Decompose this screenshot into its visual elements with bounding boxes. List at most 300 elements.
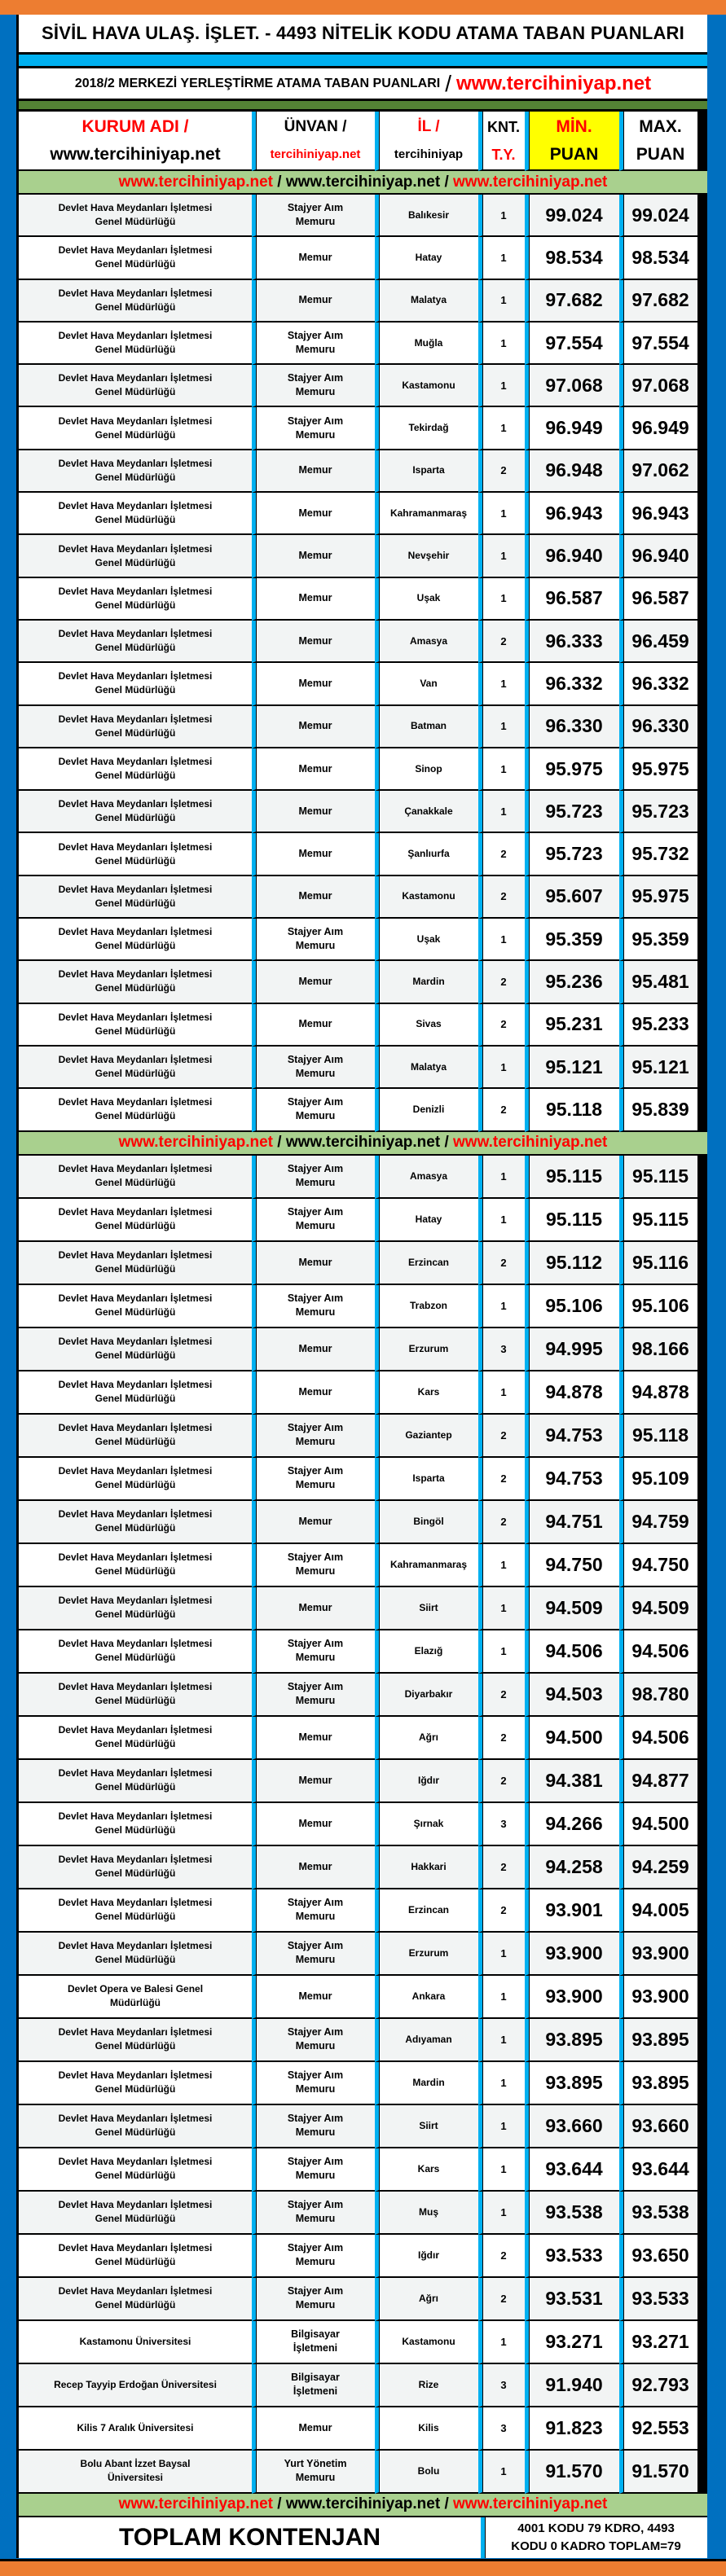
- il-cell: Siirt: [375, 2105, 478, 2148]
- unvan-cell: Stajyer Aım Memuru: [252, 2105, 375, 2148]
- il-cell: Kahramanmaraş: [375, 1544, 478, 1587]
- link-1[interactable]: www.tercihiniyap.net: [118, 1134, 273, 1152]
- knt-cell: 1: [478, 1047, 525, 1089]
- link-3[interactable]: www.tercihiniyap.net: [453, 173, 608, 191]
- unvan-cell: Stajyer Aım Memuru: [252, 2148, 375, 2192]
- max-puan-cell: 91.570: [619, 2451, 697, 2494]
- table-row: [19, 1328, 707, 1371]
- table-header: [19, 112, 707, 171]
- min-puan-cell: 94.509: [525, 1587, 619, 1630]
- kurum-cell: Devlet Hava Meydanları İşletmesi Genel Müdürlüğü: [19, 791, 252, 833]
- max-puan-cell: 94.750: [619, 1544, 697, 1587]
- knt-cell: 1: [478, 791, 525, 833]
- unvan-cell: Stajyer Aım Memuru: [252, 2235, 375, 2278]
- unvan-cell: Memur: [252, 493, 375, 535]
- min-puan-cell: 97.068: [525, 365, 619, 407]
- unvan-cell: Stajyer Aım Memuru: [252, 1285, 375, 1328]
- unvan-cell: Stajyer Aım Memuru: [252, 2062, 375, 2105]
- kurum-cell: Devlet Hava Meydanları İşletmesi Genel Müdürlüğü: [19, 1544, 252, 1587]
- knt-cell: 2: [478, 621, 525, 663]
- knt-cell: 1: [478, 1156, 525, 1199]
- kurum-cell: Devlet Hava Meydanları İşletmesi Genel Müdürlüğü: [19, 2062, 252, 2105]
- knt-cell: 2: [478, 1458, 525, 1501]
- knt-cell: 2: [478, 876, 525, 919]
- table-row: [19, 1587, 707, 1630]
- kurum-cell: Devlet Hava Meydanları İşletmesi Genel Müdürlüğü: [19, 1415, 252, 1458]
- subtitle: [19, 68, 707, 101]
- max-puan-cell: 95.106: [619, 1285, 697, 1328]
- table-row: [19, 919, 707, 961]
- il-cell: Kars: [375, 1371, 478, 1415]
- table-row: [19, 1004, 707, 1047]
- link-2[interactable]: www.tercihiniyap.net: [285, 2495, 441, 2513]
- kurum-cell: Devlet Hava Meydanları İşletmesi Genel Müdürlüğü: [19, 2235, 252, 2278]
- il-cell: Uşak: [375, 919, 478, 961]
- max-puan-cell: 93.538: [619, 2192, 697, 2235]
- il-cell: Malatya: [375, 280, 478, 323]
- knt-cell: 1: [478, 1199, 525, 1242]
- min-puan-cell: 93.901: [525, 1889, 619, 1933]
- table-row: [19, 1458, 707, 1501]
- knt-cell: 1: [478, 2148, 525, 2192]
- bottom-orange-band: [0, 2559, 726, 2576]
- table-row: [19, 706, 707, 748]
- unvan-cell: Stajyer Aım Memuru: [252, 195, 375, 237]
- table-row: [19, 1630, 707, 1674]
- table-row: [19, 2278, 707, 2321]
- max-puan-cell: 93.900: [619, 1976, 697, 2019]
- unvan-cell: Stajyer Aım Memuru: [252, 1156, 375, 1199]
- max-puan-cell: 94.500: [619, 1803, 697, 1846]
- min-puan-cell: 95.723: [525, 791, 619, 833]
- table-section-1: [19, 195, 707, 1132]
- knt-cell: 1: [478, 2019, 525, 2062]
- min-puan-cell: 96.940: [525, 535, 619, 577]
- unvan-cell: Memur: [252, 1803, 375, 1846]
- knt-cell: 2: [478, 1717, 525, 1760]
- unvan-cell: Stajyer Aım Memuru: [252, 407, 375, 450]
- min-puan-cell: 96.948: [525, 450, 619, 493]
- il-cell: Erzurum: [375, 1933, 478, 1976]
- table-row: [19, 2407, 707, 2451]
- min-puan-cell: 91.940: [525, 2364, 619, 2407]
- min-puan-cell: 94.506: [525, 1630, 619, 1674]
- header-kurum: KURUM ADI / www.tercihiniyap.net: [19, 112, 252, 171]
- kurum-cell: Devlet Hava Meydanları İşletmesi Genel Müdürlüğü: [19, 195, 252, 237]
- link-banner-bottom: www.tercihiniyap.net / www.tercihiniyap.net / www.tercihiniyap.net: [19, 2494, 707, 2517]
- table-row: [19, 450, 707, 493]
- min-puan-cell: 94.751: [525, 1501, 619, 1544]
- il-cell: Trabzon: [375, 1285, 478, 1328]
- page-title: SİVİL HAVA ULAŞ. İŞLET. - 4493 NİTELİK KODU ATAMA TABAN PUANLARI: [19, 15, 707, 55]
- max-puan-cell: 94.877: [619, 1760, 697, 1803]
- link-banner-middle: www.tercihiniyap.net / www.tercihiniyap.net / www.tercihiniyap.net: [19, 1132, 707, 1156]
- il-cell: Gaziantep: [375, 1415, 478, 1458]
- unvan-cell: Memur: [252, 1976, 375, 2019]
- max-puan-cell: 95.481: [619, 961, 697, 1003]
- max-puan-cell: 95.115: [619, 1199, 697, 1242]
- il-cell: Mardin: [375, 961, 478, 1003]
- il-cell: Batman: [375, 706, 478, 748]
- min-puan-cell: 94.503: [525, 1674, 619, 1717]
- knt-cell: 2: [478, 1089, 525, 1131]
- max-puan-cell: 92.553: [619, 2407, 697, 2451]
- kurum-cell: Devlet Hava Meydanları İşletmesi Genel Müdürlüğü: [19, 621, 252, 663]
- knt-cell: 3: [478, 1328, 525, 1371]
- min-puan-cell: 95.115: [525, 1156, 619, 1199]
- min-puan-cell: 96.330: [525, 706, 619, 748]
- table-row: [19, 1889, 707, 1933]
- max-puan-cell: 93.533: [619, 2278, 697, 2321]
- kurum-cell: Devlet Hava Meydanları İşletmesi Genel Müdürlüğü: [19, 1717, 252, 1760]
- unvan-cell: Bilgisayar İşletmeni: [252, 2364, 375, 2407]
- table-row: [19, 1371, 707, 1415]
- table-row: [19, 876, 707, 919]
- score-sheet: [16, 15, 707, 2558]
- min-puan-cell: 99.024: [525, 195, 619, 237]
- kurum-cell: Bolu Abant İzzet Baysal Üniversitesi: [19, 2451, 252, 2494]
- kurum-cell: Devlet Hava Meydanları İşletmesi Genel Müdürlüğü: [19, 1089, 252, 1131]
- max-puan-cell: 96.943: [619, 493, 697, 535]
- knt-cell: 1: [478, 195, 525, 237]
- kurum-cell: Devlet Hava Meydanları İşletmesi Genel Müdürlüğü: [19, 2278, 252, 2321]
- max-puan-cell: 95.732: [619, 833, 697, 875]
- kurum-cell: Devlet Hava Meydanları İşletmesi Genel Müdürlüğü: [19, 2019, 252, 2062]
- min-puan-cell: 93.895: [525, 2019, 619, 2062]
- knt-cell: 1: [478, 1630, 525, 1674]
- unvan-cell: Stajyer Aım Memuru: [252, 1544, 375, 1587]
- link-2[interactable]: www.tercihiniyap.net: [285, 1134, 441, 1152]
- link-1[interactable]: www.tercihiniyap.net: [118, 173, 273, 191]
- min-puan-cell: 94.750: [525, 1544, 619, 1587]
- max-puan-cell: 98.534: [619, 237, 697, 279]
- knt-cell: 1: [478, 2192, 525, 2235]
- table-row: [19, 1846, 707, 1889]
- unvan-cell: Stajyer Aım Memuru: [252, 1933, 375, 1976]
- unvan-cell: Stajyer Aım Memuru: [252, 323, 375, 365]
- kurum-cell: Kastamonu Üniversitesi: [19, 2321, 252, 2364]
- min-puan-cell: 97.682: [525, 280, 619, 323]
- max-puan-cell: 94.878: [619, 1371, 697, 1415]
- header-il: İL / tercihiniyap: [375, 112, 478, 171]
- il-cell: Amasya: [375, 621, 478, 663]
- link-2[interactable]: www.tercihiniyap.net: [285, 173, 441, 191]
- header-unvan: ÜNVAN / tercihiniyap.net: [252, 112, 375, 171]
- table-row: [19, 2364, 707, 2407]
- max-puan-cell: 94.509: [619, 1587, 697, 1630]
- knt-cell: 1: [478, 1285, 525, 1328]
- min-puan-cell: 95.106: [525, 1285, 619, 1328]
- unvan-cell: Memur: [252, 1371, 375, 1415]
- il-cell: Iğdır: [375, 2235, 478, 2278]
- min-puan-cell: 91.823: [525, 2407, 619, 2451]
- il-cell: Rize: [375, 2364, 478, 2407]
- unvan-cell: Memur: [252, 621, 375, 663]
- max-puan-cell: 94.506: [619, 1717, 697, 1760]
- max-puan-cell: 95.118: [619, 1415, 697, 1458]
- table-row: [19, 535, 707, 577]
- knt-cell: 1: [478, 578, 525, 621]
- max-puan-cell: 95.975: [619, 748, 697, 791]
- max-puan-cell: 97.682: [619, 280, 697, 323]
- unvan-cell: Stajyer Aım Memuru: [252, 1630, 375, 1674]
- min-puan-cell: 93.895: [525, 2062, 619, 2105]
- unvan-cell: Memur: [252, 1760, 375, 1803]
- table-row: [19, 195, 707, 237]
- knt-cell: 1: [478, 323, 525, 365]
- table-row: [19, 1976, 707, 2019]
- knt-cell: 2: [478, 833, 525, 875]
- table-row: [19, 1674, 707, 1717]
- il-cell: Çanakkale: [375, 791, 478, 833]
- max-puan-cell: 97.068: [619, 365, 697, 407]
- il-cell: Kahramanmaraş: [375, 493, 478, 535]
- kurum-cell: Devlet Hava Meydanları İşletmesi Genel Müdürlüğü: [19, 663, 252, 705]
- min-puan-cell: 94.381: [525, 1760, 619, 1803]
- knt-cell: 3: [478, 1803, 525, 1846]
- knt-cell: 1: [478, 407, 525, 450]
- kurum-cell: Devlet Hava Meydanları İşletmesi Genel Müdürlüğü: [19, 1371, 252, 1415]
- table-row: [19, 961, 707, 1003]
- min-puan-cell: 94.266: [525, 1803, 619, 1846]
- kurum-cell: Devlet Hava Meydanları İşletmesi Genel Müdürlüğü: [19, 1587, 252, 1630]
- min-puan-cell: 94.878: [525, 1371, 619, 1415]
- knt-cell: 2: [478, 450, 525, 493]
- min-puan-cell: 93.533: [525, 2235, 619, 2278]
- table-row: [19, 365, 707, 407]
- knt-cell: 2: [478, 1004, 525, 1047]
- max-puan-cell: 97.062: [619, 450, 697, 493]
- unvan-cell: Stajyer Aım Memuru: [252, 1458, 375, 1501]
- knt-cell: 2: [478, 1674, 525, 1717]
- max-puan-cell: 92.793: [619, 2364, 697, 2407]
- kurum-cell: Devlet Hava Meydanları İşletmesi Genel Müdürlüğü: [19, 1199, 252, 1242]
- unvan-cell: Memur: [252, 535, 375, 577]
- il-cell: Erzurum: [375, 1328, 478, 1371]
- unvan-cell: Memur: [252, 663, 375, 705]
- knt-cell: 2: [478, 1846, 525, 1889]
- kurum-cell: Devlet Hava Meydanları İşletmesi Genel Müdürlüğü: [19, 1156, 252, 1199]
- max-puan-cell: 93.900: [619, 1933, 697, 1976]
- table-row: [19, 2105, 707, 2148]
- il-cell: Iğdır: [375, 1760, 478, 1803]
- min-puan-cell: 96.587: [525, 578, 619, 621]
- unvan-cell: Memur: [252, 748, 375, 791]
- knt-cell: 1: [478, 2062, 525, 2105]
- header-min-puan: MİN. PUAN: [525, 112, 619, 171]
- il-cell: Hatay: [375, 1199, 478, 1242]
- knt-cell: 1: [478, 2321, 525, 2364]
- kurum-cell: Devlet Hava Meydanları İşletmesi Genel Müdürlüğü: [19, 876, 252, 919]
- il-cell: Kastamonu: [375, 2321, 478, 2364]
- table-row: [19, 748, 707, 791]
- max-puan-cell: 93.660: [619, 2105, 697, 2148]
- unvan-cell: Yurt Yönetim Memuru: [252, 2451, 375, 2494]
- il-cell: Denizli: [375, 1089, 478, 1131]
- table-row: [19, 2235, 707, 2278]
- knt-cell: 2: [478, 2278, 525, 2321]
- knt-cell: 2: [478, 1889, 525, 1933]
- kurum-cell: Devlet Hava Meydanları İşletmesi Genel Müdürlüğü: [19, 1328, 252, 1371]
- unvan-cell: Memur: [252, 280, 375, 323]
- il-cell: Elazığ: [375, 1630, 478, 1674]
- max-puan-cell: 94.259: [619, 1846, 697, 1889]
- il-cell: Amasya: [375, 1156, 478, 1199]
- min-puan-cell: 95.607: [525, 876, 619, 919]
- min-puan-cell: 96.949: [525, 407, 619, 450]
- kurum-cell: Devlet Hava Meydanları İşletmesi Genel Müdürlüğü: [19, 1242, 252, 1285]
- unvan-cell: Memur: [252, 706, 375, 748]
- kurum-cell: Devlet Hava Meydanları İşletmesi Genel Müdürlüğü: [19, 1846, 252, 1889]
- unvan-cell: Memur: [252, 1846, 375, 1889]
- max-puan-cell: 98.780: [619, 1674, 697, 1717]
- il-cell: Kars: [375, 2148, 478, 2192]
- table-row: [19, 2019, 707, 2062]
- table-row: [19, 1933, 707, 1976]
- unvan-cell: Stajyer Aım Memuru: [252, 365, 375, 407]
- unvan-cell: Memur: [252, 791, 375, 833]
- total-note: 4001 KODU 79 KDRO, 4493 KODU 0 KADRO TOPLAM=79: [481, 2517, 707, 2558]
- table-row: [19, 1047, 707, 1089]
- min-puan-cell: 95.118: [525, 1089, 619, 1131]
- il-cell: Van: [375, 663, 478, 705]
- kurum-cell: Devlet Hava Meydanları İşletmesi Genel Müdürlüğü: [19, 2105, 252, 2148]
- max-puan-cell: 93.895: [619, 2019, 697, 2062]
- min-puan-cell: 94.995: [525, 1328, 619, 1371]
- knt-cell: 1: [478, 706, 525, 748]
- max-puan-cell: 95.109: [619, 1458, 697, 1501]
- knt-cell: 1: [478, 280, 525, 323]
- min-puan-cell: 95.359: [525, 919, 619, 961]
- table-row: [19, 407, 707, 450]
- il-cell: Şırnak: [375, 1803, 478, 1846]
- table-row: [19, 2192, 707, 2235]
- max-puan-cell: 94.005: [619, 1889, 697, 1933]
- knt-cell: 1: [478, 2105, 525, 2148]
- table-section-2: [19, 1156, 707, 2494]
- table-row: [19, 1285, 707, 1328]
- unvan-cell: Memur: [252, 1328, 375, 1371]
- kurum-cell: Devlet Hava Meydanları İşletmesi Genel Müdürlüğü: [19, 1004, 252, 1047]
- il-cell: Nevşehir: [375, 535, 478, 577]
- min-puan-cell: 94.753: [525, 1458, 619, 1501]
- subtitle-site-link[interactable]: www.tercihiniyap.net: [455, 72, 652, 94]
- knt-cell: 1: [478, 663, 525, 705]
- max-puan-cell: 96.332: [619, 663, 697, 705]
- table-row: [19, 1415, 707, 1458]
- max-puan-cell: 95.839: [619, 1089, 697, 1131]
- il-cell: Malatya: [375, 1047, 478, 1089]
- table-row: [19, 280, 707, 323]
- table-row: [19, 493, 707, 535]
- kurum-cell: Devlet Hava Meydanları İşletmesi Genel Müdürlüğü: [19, 706, 252, 748]
- unvan-cell: Bilgisayar İşletmeni: [252, 2321, 375, 2364]
- knt-cell: 1: [478, 2451, 525, 2494]
- max-puan-cell: 95.233: [619, 1004, 697, 1047]
- il-cell: Erzincan: [375, 1889, 478, 1933]
- unvan-cell: Memur: [252, 833, 375, 875]
- kurum-cell: Devlet Hava Meydanları İşletmesi Genel Müdürlüğü: [19, 2192, 252, 2235]
- il-cell: Balıkesir: [375, 195, 478, 237]
- table-row: [19, 2451, 707, 2494]
- min-puan-cell: 93.660: [525, 2105, 619, 2148]
- kurum-cell: Devlet Hava Meydanları İşletmesi Genel Müdürlüğü: [19, 237, 252, 279]
- max-puan-cell: 95.115: [619, 1156, 697, 1199]
- il-cell: Kastamonu: [375, 876, 478, 919]
- unvan-cell: Memur: [252, 578, 375, 621]
- min-puan-cell: 93.644: [525, 2148, 619, 2192]
- max-puan-cell: 98.166: [619, 1328, 697, 1371]
- unvan-cell: Stajyer Aım Memuru: [252, 1889, 375, 1933]
- table-row: [19, 2148, 707, 2192]
- min-puan-cell: 96.333: [525, 621, 619, 663]
- header-knt: KNT. T.Y.: [478, 112, 525, 171]
- table-row: [19, 791, 707, 833]
- knt-cell: 2: [478, 2235, 525, 2278]
- table-row: [19, 323, 707, 365]
- kurum-cell: Devlet Hava Meydanları İşletmesi Genel Müdürlüğü: [19, 493, 252, 535]
- knt-cell: 1: [478, 1544, 525, 1587]
- max-puan-cell: 96.587: [619, 578, 697, 621]
- kurum-cell: Devlet Hava Meydanları İşletmesi Genel Müdürlüğü: [19, 1630, 252, 1674]
- min-puan-cell: 98.534: [525, 237, 619, 279]
- il-cell: Sivas: [375, 1004, 478, 1047]
- knt-cell: 3: [478, 2364, 525, 2407]
- table-row: [19, 237, 707, 279]
- kurum-cell: Devlet Hava Meydanları İşletmesi Genel Müdürlüğü: [19, 748, 252, 791]
- knt-cell: 2: [478, 1760, 525, 1803]
- table-row: [19, 1544, 707, 1587]
- knt-cell: 2: [478, 1501, 525, 1544]
- knt-cell: 1: [478, 1933, 525, 1976]
- unvan-cell: Memur: [252, 450, 375, 493]
- il-cell: Kilis: [375, 2407, 478, 2451]
- min-puan-cell: 97.554: [525, 323, 619, 365]
- kurum-cell: Devlet Hava Meydanları İşletmesi Genel Müdürlüğü: [19, 1933, 252, 1976]
- link-3[interactable]: www.tercihiniyap.net: [453, 2495, 608, 2513]
- kurum-cell: Kilis 7 Aralık Üniversitesi: [19, 2407, 252, 2451]
- unvan-cell: Memur: [252, 2407, 375, 2451]
- min-puan-cell: 95.975: [525, 748, 619, 791]
- max-puan-cell: 95.121: [619, 1047, 697, 1089]
- table-row: [19, 1156, 707, 1199]
- knt-cell: 1: [478, 919, 525, 961]
- unvan-cell: Memur: [252, 1242, 375, 1285]
- knt-cell: 1: [478, 748, 525, 791]
- max-puan-cell: 95.359: [619, 919, 697, 961]
- unvan-cell: Stajyer Aım Memuru: [252, 1415, 375, 1458]
- min-puan-cell: 96.332: [525, 663, 619, 705]
- il-cell: Mardin: [375, 2062, 478, 2105]
- unvan-cell: Stajyer Aım Memuru: [252, 1089, 375, 1131]
- unvan-cell: Stajyer Aım Memuru: [252, 1674, 375, 1717]
- header-max-puan: MAX. PUAN: [619, 112, 697, 171]
- min-puan-cell: 93.531: [525, 2278, 619, 2321]
- il-cell: Adıyaman: [375, 2019, 478, 2062]
- kurum-cell: Devlet Hava Meydanları İşletmesi Genel Müdürlüğü: [19, 280, 252, 323]
- link-1[interactable]: www.tercihiniyap.net: [118, 2495, 273, 2513]
- kurum-cell: Devlet Hava Meydanları İşletmesi Genel Müdürlüğü: [19, 961, 252, 1003]
- green-divider: [19, 101, 707, 112]
- min-puan-cell: 96.943: [525, 493, 619, 535]
- il-cell: Hakkari: [375, 1846, 478, 1889]
- min-puan-cell: 94.258: [525, 1846, 619, 1889]
- link-3[interactable]: www.tercihiniyap.net: [453, 1134, 608, 1152]
- knt-cell: 1: [478, 493, 525, 535]
- il-cell: Isparta: [375, 1458, 478, 1501]
- table-row: [19, 1501, 707, 1544]
- min-puan-cell: 93.271: [525, 2321, 619, 2364]
